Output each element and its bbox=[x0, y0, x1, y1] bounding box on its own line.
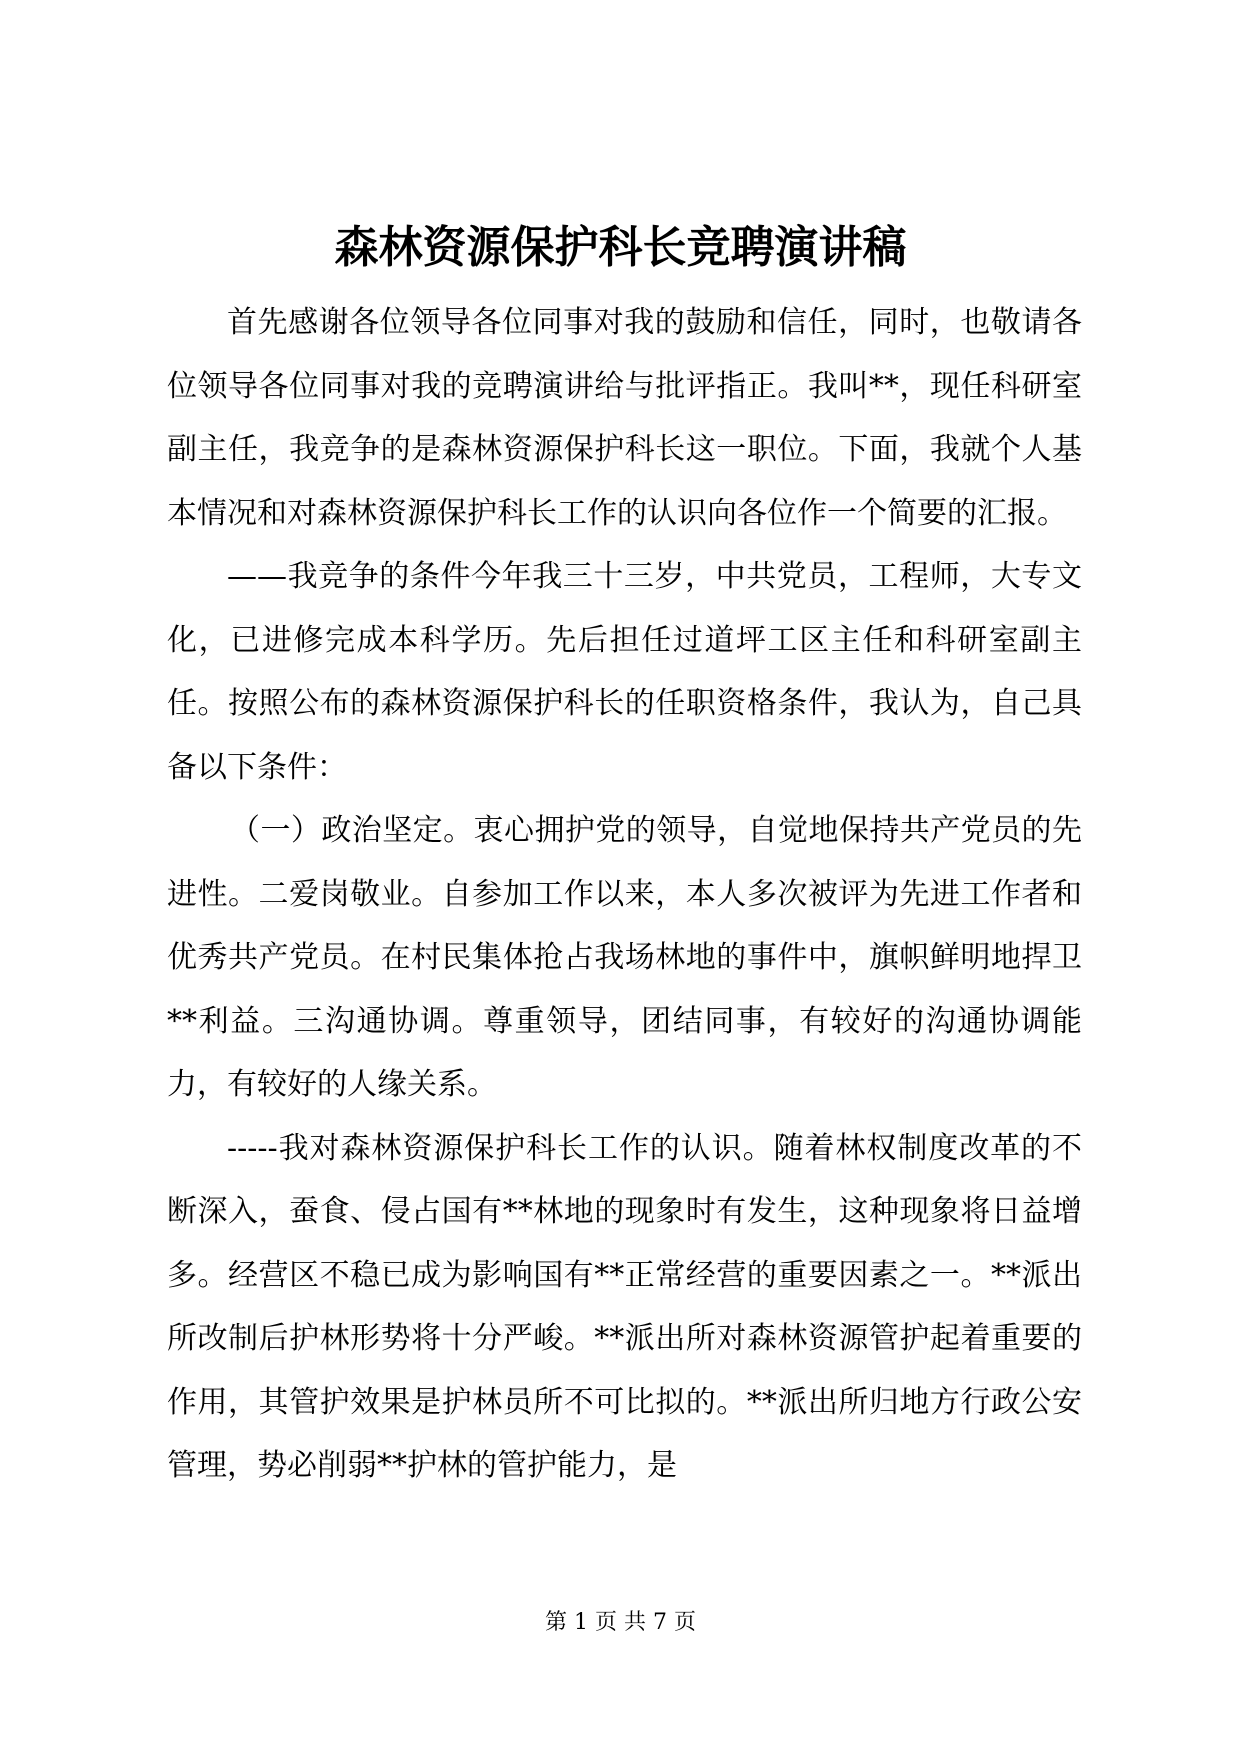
paragraph-intro: 首先感谢各位领导各位同事对我的鼓励和信任，同时，也敬请各位领导各位同事对我的竞聘演讲给与批评指正。我叫**，现任科研室副主任，我竞争的是森林资源保护科长这一职位。下面，我就个人基本情况和对森林资源保护科长工作的认识向各位作一个简要的汇报。 bbox=[167, 305, 1082, 531]
document-body bbox=[167, 291, 1082, 1498]
page-footer bbox=[0, 1608, 1241, 1638]
paragraph-understanding: -----我对森林资源保护科长工作的认识。随着林权制度改革的不断深入，蚕食、侵占国有**林地的现象时有发生，这种现象将日益增多。经营区不稳已成为影响国有**正常经营的重要因素之一。**派出所改制后护林形势将十分严峻。**派出所对森林资源管护起着重要的作用，其管护效果是护林员所不可比拟的。**派出所归地方行政公安管理，势必削弱**护林的管护能力，是 bbox=[167, 1130, 1082, 1483]
page-number: 第 1 页 共 7 页 bbox=[545, 1610, 696, 1635]
paragraph-qualifications: ——我竞争的条件今年我三十三岁，中共党员，工程师，大专文化，已进修完成本科学历。先后担任过道坪工区主任和科研室副主任。按照公布的森林资源保护科长的任职资格条件，我认为，自己具备以下条件： bbox=[167, 559, 1082, 785]
document-title: 森林资源保护科长竞聘演讲稿 bbox=[334, 222, 907, 273]
paragraph-conditions: （一）政治坚定。衷心拥护党的领导，自觉地保持共产党员的先进性。二爱岗敬业。自参加工作以来，本人多次被评为先进工作者和优秀共产党员。在村民集体抢占我场林地的事件中，旗帜鲜明地捍卫**利益。三沟通协调。尊重领导，团结同事，有较好的沟通协调能力，有较好的人缘关系。 bbox=[167, 813, 1082, 1102]
